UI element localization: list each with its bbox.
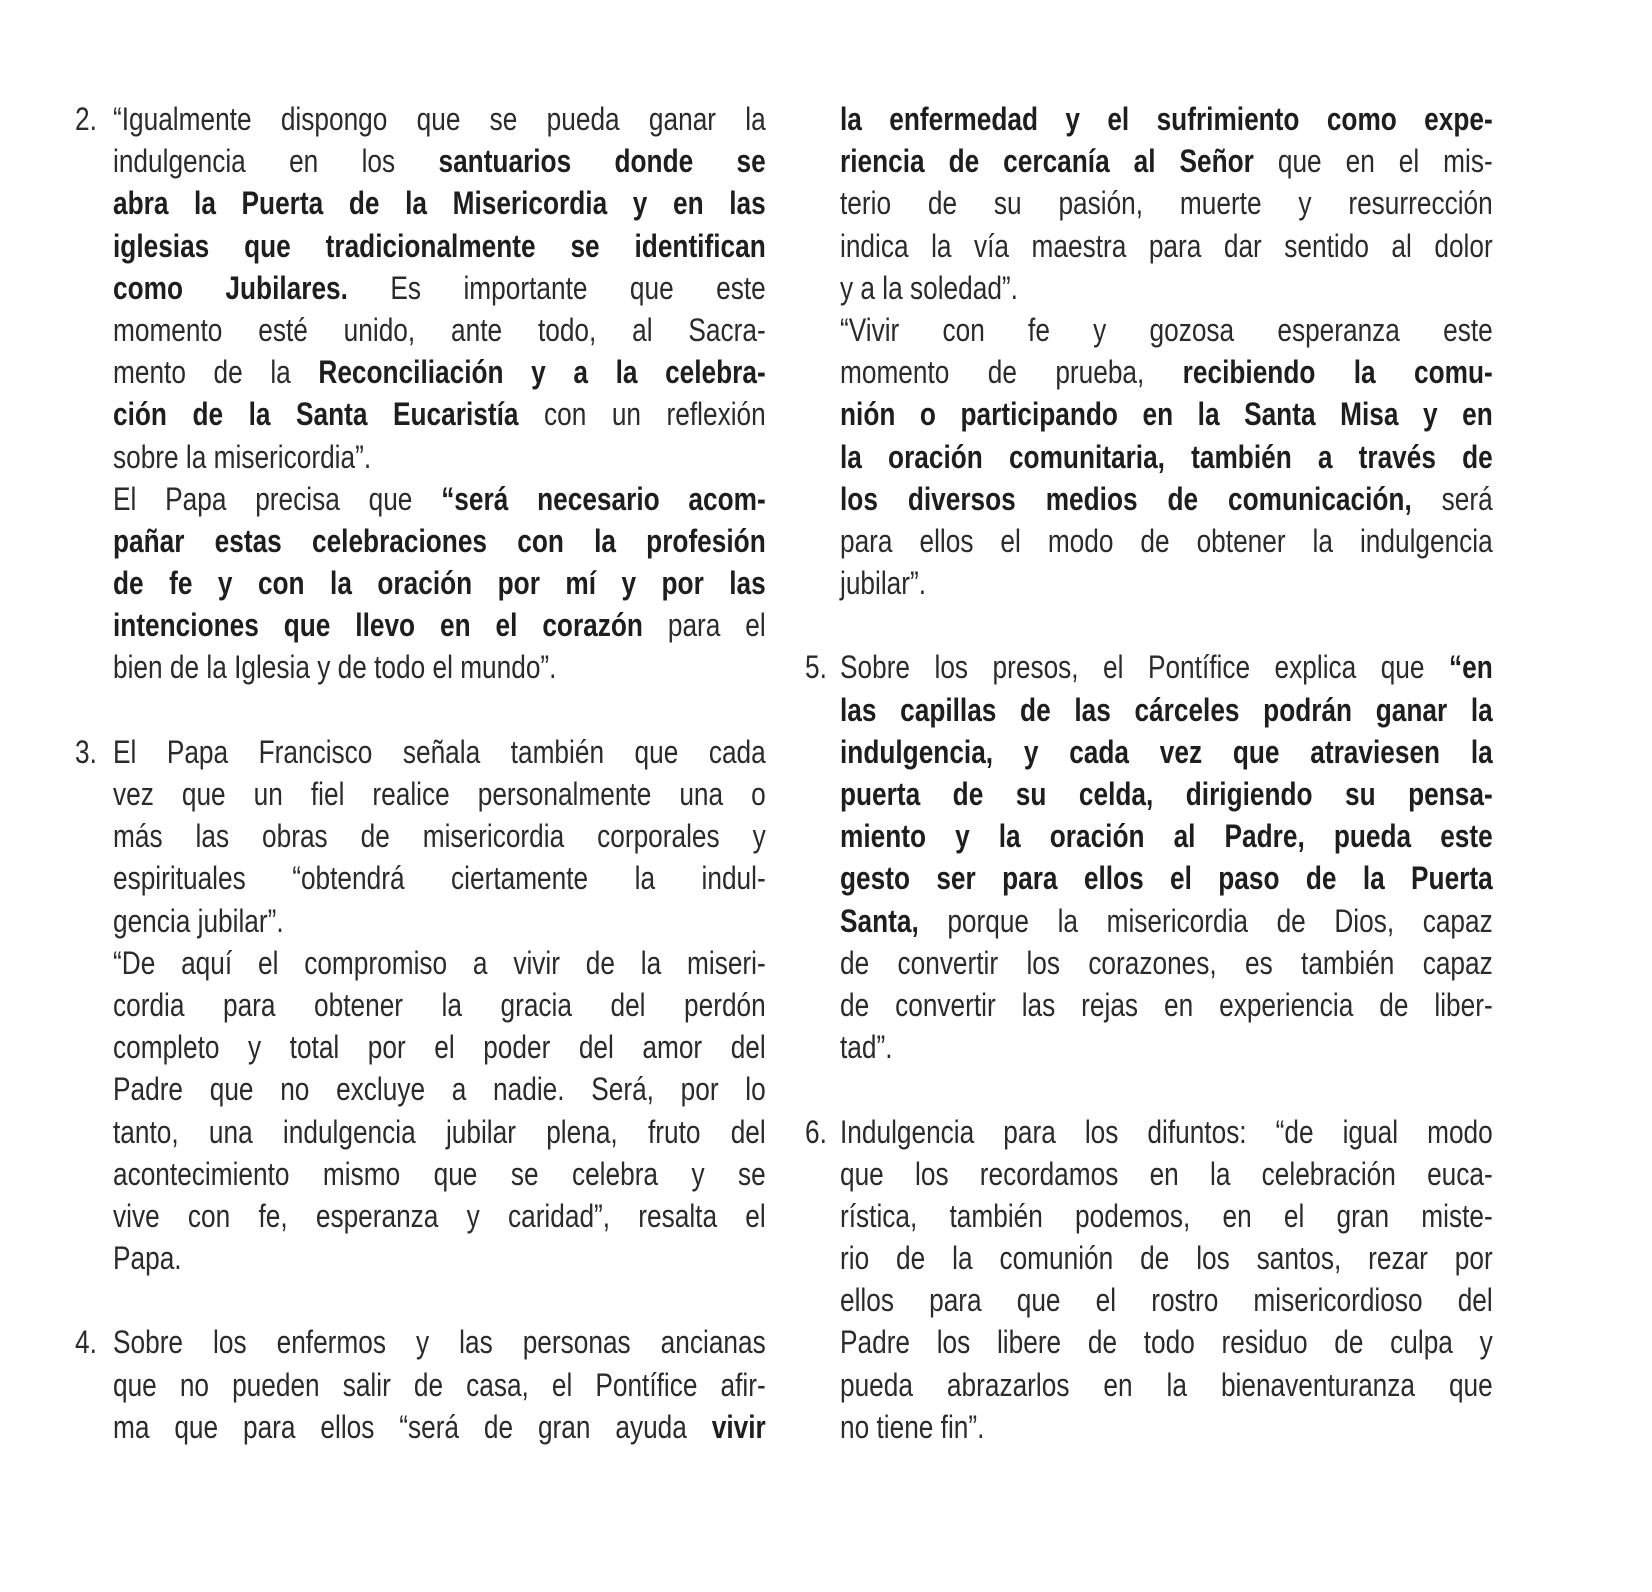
text-run: y a la soledad”. bbox=[840, 269, 1018, 306]
text-run: Papa. bbox=[113, 1240, 182, 1277]
paragraph-number: 6. bbox=[805, 1113, 827, 1150]
text-run: tad”. bbox=[840, 1029, 893, 1066]
line-text bbox=[840, 773, 1493, 815]
paragraph-number: 2. bbox=[75, 101, 97, 137]
text-run: ma que para ellos “será de gran ayuda bbox=[113, 1408, 712, 1445]
line-text bbox=[840, 1321, 1493, 1363]
text-run: indulgencia en los bbox=[113, 143, 439, 180]
text-run: Sobre los enfermos y las personas ancianas bbox=[113, 1324, 766, 1361]
text-run: tanto, una indulgencia jubilar plena, fruto del bbox=[113, 1113, 766, 1150]
line-text bbox=[113, 478, 766, 520]
line-text bbox=[113, 309, 766, 351]
line-text bbox=[840, 520, 1493, 562]
text-run: gencia jubilar”. bbox=[113, 902, 284, 939]
line-text bbox=[840, 182, 1493, 224]
text-run: que los recordamos en la celebración euca- bbox=[840, 1155, 1493, 1192]
line-text bbox=[840, 351, 1493, 393]
line-text bbox=[113, 1237, 766, 1279]
text-run: más las obras de misericordia corporales y bbox=[113, 818, 766, 855]
bold-text-run: la oración comunitaria, también a través de bbox=[840, 438, 1493, 475]
text-run: que no pueden salir de casa, el Pontífice afir- bbox=[113, 1366, 766, 1403]
line-text bbox=[840, 942, 1493, 984]
line-text bbox=[113, 646, 766, 688]
text-run: “De aquí el compromiso a vivir de la miseri- bbox=[113, 944, 766, 981]
line-text bbox=[840, 1026, 1493, 1068]
bold-text-run: riencia de cercanía al Señor bbox=[840, 143, 1254, 180]
line-text bbox=[840, 689, 1493, 731]
text-run: acontecimiento mismo que se celebra y se bbox=[113, 1155, 766, 1192]
text-run: no tiene fin”. bbox=[840, 1408, 985, 1445]
line-text bbox=[113, 1111, 766, 1153]
bold-text-run: vivir bbox=[711, 1408, 766, 1445]
text-run: espirituales “obtendrá ciertamente la indul- bbox=[113, 860, 766, 897]
line-text bbox=[113, 393, 766, 435]
bold-text-run: pañar estas celebraciones con la profesión bbox=[113, 522, 766, 559]
text-run: terio de su pasión, muerte y resurrección bbox=[840, 185, 1493, 222]
text-run: bien de la Iglesia y de todo el mundo”. bbox=[113, 649, 557, 686]
text-run: “Igualmente dispongo que se pueda ganar la bbox=[113, 101, 766, 137]
paragraph-number: 5. bbox=[805, 649, 827, 686]
line-text bbox=[840, 984, 1493, 1026]
text-run: Es importante que este bbox=[347, 269, 766, 306]
text-run: pueda abrazarlos en la bienaventuranza que bbox=[840, 1366, 1493, 1403]
bold-text-run: ción de la Santa Eucaristía bbox=[113, 396, 519, 433]
line-text bbox=[113, 1153, 766, 1195]
bold-text-run: los diversos medios de comunicación, bbox=[840, 480, 1412, 517]
line-text bbox=[113, 984, 766, 1026]
bold-text-run: indulgencia, y cada vez que atraviesen la bbox=[840, 733, 1493, 770]
line-text bbox=[113, 1406, 766, 1448]
text-run: El Papa precisa que bbox=[113, 480, 442, 517]
bold-text-run: Santa, bbox=[840, 902, 919, 939]
line-text bbox=[113, 1068, 766, 1110]
text-run: será bbox=[1411, 480, 1493, 517]
line-text bbox=[113, 731, 766, 773]
bold-text-run: como Jubilares. bbox=[113, 269, 348, 306]
line-text bbox=[113, 1364, 766, 1406]
line-text bbox=[840, 1111, 1493, 1153]
text-run: vez que un fiel realice personalmente una o bbox=[113, 776, 766, 812]
text-run: Indulgencia para los difuntos: “de igual modo bbox=[840, 1113, 1493, 1150]
line-text bbox=[113, 604, 766, 646]
text-run: indica la vía maestra para dar sentido al dolor bbox=[840, 227, 1493, 264]
line-text bbox=[840, 900, 1493, 942]
line-text bbox=[113, 857, 766, 899]
text-run: que en el mis- bbox=[1253, 143, 1493, 180]
bold-text-run: de fe y con la oración por mí y por las bbox=[113, 565, 766, 602]
line-text bbox=[113, 225, 766, 267]
text-run: Padre los libere de todo residuo de culpa y bbox=[840, 1324, 1493, 1361]
text-run: momento de prueba, bbox=[840, 354, 1183, 391]
line-text bbox=[840, 225, 1493, 267]
text-run: porque la misericordia de Dios, capaz bbox=[918, 902, 1493, 939]
text-run: de convertir los corazones, es también capaz bbox=[840, 944, 1493, 981]
line-text bbox=[840, 309, 1493, 351]
text-run: Sobre los presos, el Pontífice explica que bbox=[840, 649, 1449, 686]
paragraph-number: 3. bbox=[75, 733, 97, 770]
text-run: con un reflexión bbox=[518, 396, 766, 433]
line-text bbox=[840, 1364, 1493, 1406]
line-text bbox=[113, 182, 766, 224]
text-run: Padre que no excluye a nadie. Será, por lo bbox=[113, 1071, 766, 1108]
line-text bbox=[113, 900, 766, 942]
line-text bbox=[113, 351, 766, 393]
bold-text-run: miento y la oración al Padre, pueda este bbox=[840, 818, 1493, 855]
line-text bbox=[840, 98, 1493, 140]
line-text bbox=[113, 815, 766, 857]
line-text bbox=[840, 1237, 1493, 1279]
line-text bbox=[840, 1279, 1493, 1321]
line-text bbox=[113, 1026, 766, 1068]
paragraph-number: 4. bbox=[75, 1324, 97, 1361]
line-text bbox=[840, 1195, 1493, 1237]
bold-text-run: “en bbox=[1448, 649, 1493, 686]
line-text bbox=[840, 731, 1493, 773]
text-run: momento esté unido, ante todo, al Sacra- bbox=[113, 311, 766, 348]
bold-text-run: las capillas de las cárceles podrán ganar la bbox=[840, 691, 1493, 728]
bold-text-run: la enfermedad y el sufrimiento como expe- bbox=[840, 101, 1493, 137]
line-text bbox=[840, 562, 1493, 604]
bold-text-run: gesto ser para ellos el paso de la Puerta bbox=[840, 860, 1493, 897]
bold-text-run: iglesias que tradicionalmente se identifican bbox=[113, 227, 766, 264]
text-run: El Papa Francisco señala también que cada bbox=[113, 733, 766, 770]
text-run: completo y total por el poder del amor del bbox=[113, 1029, 766, 1066]
line-text bbox=[113, 436, 766, 478]
text-run: rística, también podemos, en el gran miste- bbox=[840, 1197, 1493, 1234]
text-run: rio de la comunión de los santos, rezar por bbox=[840, 1240, 1493, 1277]
bold-text-run: abra la Puerta de la Misericordia y en las bbox=[113, 185, 766, 222]
line-text bbox=[113, 140, 766, 182]
text-run: vive con fe, esperanza y caridad”, resalta el bbox=[113, 1197, 766, 1234]
bold-text-run: “será necesario acom- bbox=[441, 480, 766, 517]
line-text bbox=[113, 1195, 766, 1237]
text-run: mento de la bbox=[113, 354, 319, 391]
text-run: para ellos el modo de obtener la indulgencia bbox=[840, 522, 1493, 559]
line-text bbox=[840, 436, 1493, 478]
line-text bbox=[840, 1406, 1493, 1448]
text-run: cordia para obtener la gracia del perdón bbox=[113, 986, 766, 1023]
line-text bbox=[113, 98, 766, 140]
text-run: de convertir las rejas en experiencia de liber- bbox=[840, 986, 1493, 1023]
line-text bbox=[840, 815, 1493, 857]
line-text bbox=[840, 393, 1493, 435]
text-run: sobre la misericordia”. bbox=[113, 438, 372, 475]
line-text bbox=[840, 140, 1493, 182]
bold-text-run: nión o participando en la Santa Misa y en bbox=[840, 396, 1493, 433]
bold-text-run: Reconciliación y a la celebra- bbox=[318, 354, 766, 391]
text-run: ellos para que el rostro misericordioso del bbox=[840, 1282, 1493, 1319]
text-run: jubilar”. bbox=[840, 565, 927, 602]
line-text bbox=[113, 773, 766, 815]
line-text bbox=[840, 1153, 1493, 1195]
line-text bbox=[113, 267, 766, 309]
bold-text-run: recibiendo la comu- bbox=[1182, 354, 1493, 391]
line-text bbox=[840, 267, 1493, 309]
line-text bbox=[113, 1321, 766, 1363]
bold-text-run: puerta de su celda, dirigiendo su pensa- bbox=[840, 776, 1493, 812]
bold-text-run: intenciones que llevo en el corazón bbox=[113, 607, 643, 644]
line-text bbox=[113, 562, 766, 604]
bold-text-run: santuarios donde se bbox=[438, 143, 766, 180]
line-text bbox=[113, 942, 766, 984]
text-run: “Vivir con fe y gozosa esperanza este bbox=[840, 311, 1493, 348]
line-text bbox=[840, 478, 1493, 520]
text-run: para el bbox=[642, 607, 766, 644]
line-text bbox=[113, 520, 766, 562]
line-text bbox=[840, 857, 1493, 899]
line-text bbox=[840, 646, 1493, 688]
